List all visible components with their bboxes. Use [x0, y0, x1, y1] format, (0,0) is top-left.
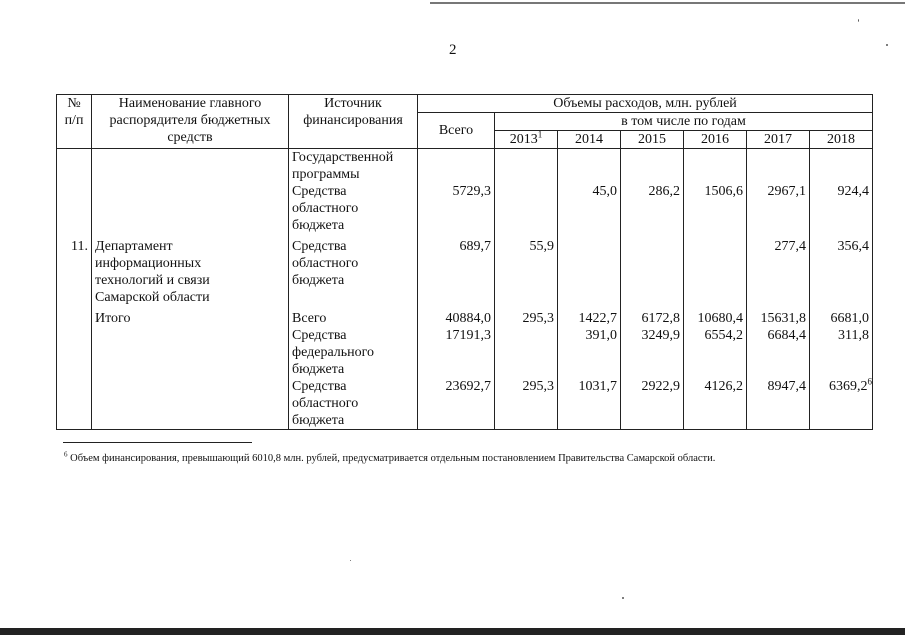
row-number-cell [57, 327, 92, 378]
col-total-header: Всего [418, 113, 495, 149]
row-number-cell [57, 149, 92, 184]
year-value-2014: 45,0 [558, 183, 621, 234]
scan-speck [350, 560, 351, 561]
year-value-2018: 311,8 [810, 327, 873, 378]
col-name-header: Наименование главного распорядителя бюджетных средств [92, 95, 289, 149]
row-source-cell: Средства областного бюджета [289, 238, 418, 306]
expenditure-table [56, 94, 873, 430]
row-name-cell [92, 149, 289, 184]
year-header-2013: 2013$^1$ [495, 131, 558, 149]
year-header-2014: 2014 [558, 131, 621, 149]
year-value-2018: 6369,2$^6$ [810, 378, 873, 430]
year-value-2018 [810, 149, 873, 184]
scan-speck [622, 597, 624, 599]
year-value-2014: 1422,7 [558, 310, 621, 327]
year-value-2017: 277,4 [747, 238, 810, 306]
table-row [57, 327, 873, 378]
row-name-cell [92, 327, 289, 378]
year-value-2015 [621, 238, 684, 306]
year-value-2016 [684, 149, 747, 184]
page-number: 2 [449, 42, 457, 58]
row-total-cell: 17191,3 [418, 327, 495, 378]
scan-speck [858, 19, 859, 22]
col-by-years-header: в том числе по годам [495, 113, 873, 131]
scan-artifact-bottom [0, 628, 905, 635]
footnote-marker: 6 [64, 450, 68, 459]
row-number-cell [57, 183, 92, 234]
table-body [57, 149, 873, 430]
table-row [57, 378, 873, 430]
row-name-cell [92, 183, 289, 234]
year-value-2016: 6554,2 [684, 327, 747, 378]
year-value-2014: 391,0 [558, 327, 621, 378]
year-value-2015: 2922,9 [621, 378, 684, 430]
row-source-cell: Средства областного бюджета [289, 378, 418, 430]
row-total-cell: 689,7 [418, 238, 495, 306]
year-value-2017: 2967,1 [747, 183, 810, 234]
year-value-2017 [747, 149, 810, 184]
year-value-2014: 1031,7 [558, 378, 621, 430]
year-value-2013 [495, 327, 558, 378]
footnote [64, 452, 715, 465]
year-value-2015: 6172,8 [621, 310, 684, 327]
year-value-2017: 15631,8 [747, 310, 810, 327]
col-source-header: Источник финансирования [289, 95, 418, 149]
year-value-2016: 1506,6 [684, 183, 747, 234]
year-value-2017: 6684,4 [747, 327, 810, 378]
year-value-2017: 8947,4 [747, 378, 810, 430]
year-value-2013: 295,3 [495, 310, 558, 327]
table-row [57, 149, 873, 184]
row-name-cell: Департамент информационных технологий и связи Самарской области [92, 238, 289, 306]
year-header-2017: 2017 [747, 131, 810, 149]
year-value-2016: 4126,2 [684, 378, 747, 430]
row-name-cell [92, 378, 289, 430]
row-total-cell: 40884,0 [418, 310, 495, 327]
year-value-2018: 356,4 [810, 238, 873, 306]
col-no-header: № п/п [57, 95, 92, 149]
year-value-2014 [558, 238, 621, 306]
scan-speck [886, 44, 888, 46]
col-volumes-header: Объемы расходов, млн. рублей [418, 95, 873, 113]
year-value-2018: 6681,0 [810, 310, 873, 327]
row-total-cell: 23692,7 [418, 378, 495, 430]
year-value-2015: 3249,9 [621, 327, 684, 378]
year-value-2015 [621, 149, 684, 184]
row-number-cell [57, 310, 92, 327]
row-name-cell: Итого [92, 310, 289, 327]
table-row [57, 238, 873, 306]
year-header-2018: 2018 [810, 131, 873, 149]
footnote-rule [63, 442, 252, 443]
year-value-2013: 55,9 [495, 238, 558, 306]
year-value-2016 [684, 238, 747, 306]
year-value-2013 [495, 149, 558, 184]
year-value-2014 [558, 149, 621, 184]
year-header-2015: 2015 [621, 131, 684, 149]
row-source-cell: Государственной программы [289, 149, 418, 184]
year-value-2013: 295,3 [495, 378, 558, 430]
row-source-cell: Средства областного бюджета [289, 183, 418, 234]
year-header-2016: 2016 [684, 131, 747, 149]
year-value-2013 [495, 183, 558, 234]
row-source-cell: Всего [289, 310, 418, 327]
scan-artifact-top [430, 2, 905, 4]
row-source-cell: Средства федерального бюджета [289, 327, 418, 378]
row-number-cell [57, 378, 92, 430]
year-value-2016: 10680,4 [684, 310, 747, 327]
table-row [57, 310, 873, 327]
table-row [57, 183, 873, 234]
row-total-cell: 5729,3 [418, 183, 495, 234]
row-number-cell: 11. [57, 238, 92, 306]
year-value-2015: 286,2 [621, 183, 684, 234]
footnote-text: Объем финансирования, превышающий 6010,8 млн. рублей, предусматривается отдельным постановлением Правительства Самарской области. [70, 453, 716, 464]
row-total-cell [418, 149, 495, 184]
year-value-2018: 924,4 [810, 183, 873, 234]
header-row [57, 95, 873, 113]
